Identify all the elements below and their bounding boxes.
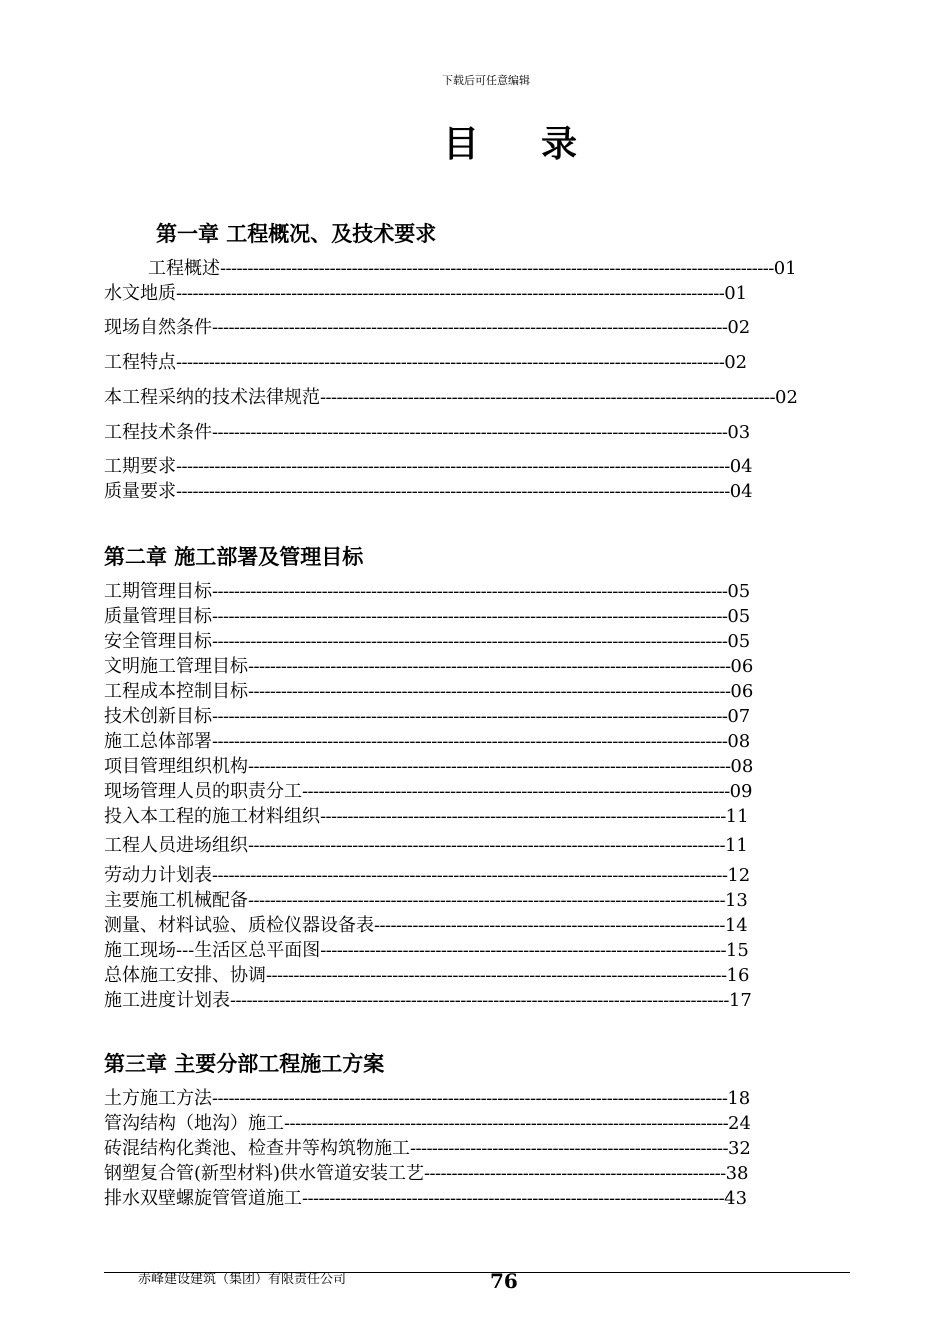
toc-entry-page: 24 xyxy=(728,1113,751,1134)
toc-entry-label: 总体施工安排、协调 xyxy=(104,965,266,986)
toc-entry-label: 土方施工方法 xyxy=(104,1088,212,1109)
toc-entry-label: 现场自然条件 xyxy=(104,317,212,338)
toc-entry-label: 工期管理目标 xyxy=(104,581,212,602)
toc-entry-page: 15 xyxy=(725,940,749,961)
toc-entry-label: 劳动力计划表 xyxy=(104,865,212,886)
toc-entry-label: 文明施工管理目标 xyxy=(104,656,248,677)
footer-company: 赤峰建设建筑（集团）有限责任公司 xyxy=(138,1272,347,1287)
toc-entry-page: 32 xyxy=(727,1138,751,1159)
toc-entry xyxy=(104,456,753,478)
toc-entry-page: 14 xyxy=(724,915,748,936)
toc-leader: ---------------------------------------------------------------------------------------- xyxy=(248,681,731,702)
toc-entry-page: 16 xyxy=(726,965,750,986)
toc-entry xyxy=(104,387,798,409)
toc-entry xyxy=(104,352,747,374)
footer-page-number: 76 xyxy=(490,1269,518,1293)
toc-entry-page: 38 xyxy=(725,1163,749,1184)
toc-entry xyxy=(104,965,749,987)
toc-entry-label: 项目管理组织机构 xyxy=(104,756,248,777)
toc-entry xyxy=(104,915,748,937)
toc-entry-label: 施工进度计划表 xyxy=(104,990,230,1011)
toc-entry-label: 水文地质 xyxy=(104,283,176,304)
toc-entry-label: 工程特点 xyxy=(104,352,176,373)
toc-entry-label: 投入本工程的施工材料组织 xyxy=(104,806,320,827)
toc-leader: ------------------------------------------------------------------------------------------- xyxy=(230,990,729,1011)
toc-entry-label: 主要施工机械配备 xyxy=(104,890,248,911)
toc-leader: --------------------------------------------------------------------------------------- xyxy=(248,890,725,911)
page-title: 目录 xyxy=(443,124,640,165)
toc-leader: ---------------------------------------------------------------------------------------------- xyxy=(212,631,728,652)
toc-leader: -------------------------------------------------------------------------- xyxy=(320,940,726,961)
toc-entry xyxy=(104,1088,750,1110)
toc-entry-page: 05 xyxy=(727,606,751,627)
toc-leader: ---------------------------------------------------------------------------------------------- xyxy=(212,706,728,727)
toc-leader: ---------------------------------------------------------------------------------------- xyxy=(248,756,731,777)
toc-entry-page: 02 xyxy=(724,352,748,373)
toc-leader: ---------------------------------------------------------------------------------------------- xyxy=(212,581,728,602)
toc-entry xyxy=(104,1163,748,1185)
chapter-3-title: 第三章 主要分部工程施工方案 xyxy=(104,1052,385,1076)
toc-entry-label: 测量、材料试验、质检仪器设备表 xyxy=(104,915,374,936)
toc-leader: ---------------------------------------------------------------------------------------------------- xyxy=(176,283,725,304)
toc-entry xyxy=(104,706,750,728)
toc-entry-page: 02 xyxy=(727,317,751,338)
toc-entry-label: 施工现场---生活区总平面图 xyxy=(104,940,321,961)
toc-entry-label: 工程技术条件 xyxy=(104,422,212,443)
toc-entry-page: 09 xyxy=(729,781,753,802)
toc-entry xyxy=(104,656,753,678)
toc-entry-page: 06 xyxy=(730,656,754,677)
toc-entry-page: 11 xyxy=(724,835,748,856)
toc-entry xyxy=(148,258,797,280)
toc-entry xyxy=(104,781,753,803)
toc-entry-page: 43 xyxy=(724,1188,748,1209)
toc-entry-label: 排水双壁螺旋管管道施工 xyxy=(104,1188,302,1209)
toc-entry-label: 工程概述 xyxy=(148,258,220,279)
toc-leader: ------------------------------------------------------------------------------------ xyxy=(266,965,727,986)
toc-entry-label: 施工总体部署 xyxy=(104,731,212,752)
toc-leader: ---------------------------------------------------------------------------------------- xyxy=(248,656,731,677)
toc-leader: ---------------------------------------------------------------------------------------------- xyxy=(212,1088,728,1109)
toc-leader: ------------------------------------------------------- xyxy=(424,1163,726,1184)
toc-leader: ---------------------------------------------------------------------------------------------------- xyxy=(176,352,725,373)
toc-entry xyxy=(104,890,748,912)
toc-leader: ---------------------------------------------------------------------------------------------- xyxy=(212,606,728,627)
toc-entry-page: 05 xyxy=(727,631,751,652)
toc-leader: --------------------------------------------------------------------------------- xyxy=(284,1113,729,1134)
toc-entry xyxy=(104,631,750,653)
chapter-1-title: 第一章 工程概况、及技术要求 xyxy=(156,222,437,246)
toc-entry-page: 04 xyxy=(729,481,753,502)
toc-leader: --------------------------------------------------------------------------------------- xyxy=(248,835,725,856)
toc-leader: ----------------------------------------------------------------------------------------------------- xyxy=(220,258,774,279)
toc-entry-page: 06 xyxy=(730,681,754,702)
toc-entry xyxy=(104,990,752,1012)
toc-entry-label: 砖混结构化粪池、检查井等构筑物施工 xyxy=(104,1138,410,1159)
toc-entry xyxy=(104,1138,751,1160)
toc-leader: ----------------------------------------------------------------------------------- xyxy=(320,387,776,408)
toc-entry xyxy=(104,283,747,305)
toc-entry xyxy=(104,481,753,503)
toc-entry-label: 技术创新目标 xyxy=(104,706,212,727)
toc-leader: ---------------------------------------------------------------------------------------------- xyxy=(212,317,728,338)
toc-entry-page: 05 xyxy=(727,581,751,602)
toc-entry xyxy=(104,731,750,753)
toc-leader: ---------------------------------------------------------- xyxy=(410,1138,728,1159)
toc-entry-page: 01 xyxy=(724,283,748,304)
toc-entry-label: 工期要求 xyxy=(104,456,176,477)
toc-entry-page: 17 xyxy=(728,990,752,1011)
toc-entry-label: 安全管理目标 xyxy=(104,631,212,652)
toc-entry-label: 钢塑复合管(新型材料)供水管道安装工艺 xyxy=(104,1163,425,1184)
toc-entry xyxy=(104,581,750,603)
toc-leader: ---------------------------------------------------------------------------------------------- xyxy=(212,865,728,886)
toc-entry xyxy=(104,606,750,628)
toc-entry-label: 本工程采纳的技术法律规范 xyxy=(104,387,320,408)
toc-entry xyxy=(104,317,750,339)
toc-entry-page: 03 xyxy=(727,422,751,443)
toc-entry xyxy=(104,1113,751,1135)
toc-entry-page: 08 xyxy=(727,731,751,752)
toc-entry xyxy=(104,806,749,828)
toc-leader: ----------------------------------------------------------------------------------------------------- xyxy=(176,456,730,477)
toc-entry xyxy=(104,865,750,887)
toc-entry-label: 现场管理人员的职责分工 xyxy=(104,781,302,802)
toc-leader: ------------------------------------------------------------------------------ xyxy=(302,781,730,802)
toc-entry-label: 质量要求 xyxy=(104,481,176,502)
toc-entry-label: 质量管理目标 xyxy=(104,606,212,627)
chapter-2-title: 第二章 施工部署及管理目标 xyxy=(104,545,364,569)
toc-entry xyxy=(104,1188,747,1210)
toc-entry-page: 08 xyxy=(730,756,754,777)
toc-entry-page: 12 xyxy=(727,865,751,886)
toc-entry-page: 13 xyxy=(724,890,748,911)
toc-entry-page: 07 xyxy=(727,706,751,727)
toc-leader: -------------------------------------------------------------------------- xyxy=(320,806,726,827)
toc-entry-label: 工程人员进场组织 xyxy=(104,835,248,856)
header-note: 下载后可任意编辑 xyxy=(442,74,530,87)
toc-entry xyxy=(104,681,753,703)
toc-entry xyxy=(104,940,749,962)
toc-entry xyxy=(104,422,750,444)
toc-leader: ---------------------------------------------------------------------------------------------- xyxy=(212,731,728,752)
toc-leader: ----------------------------------------------------------------------------- xyxy=(302,1188,725,1209)
toc-entry-label: 管沟结构（地沟）施工 xyxy=(104,1113,284,1134)
toc-entry-page: 11 xyxy=(725,806,749,827)
toc-leader: ---------------------------------------------------------------------------------------------- xyxy=(212,422,728,443)
toc-entry xyxy=(104,756,753,778)
toc-entry-page: 02 xyxy=(775,387,798,408)
toc-entry-page: 18 xyxy=(727,1088,751,1109)
toc-entry-page: 01 xyxy=(773,258,797,279)
toc-leader: ---------------------------------------------------------------- xyxy=(374,915,725,936)
toc-entry-page: 04 xyxy=(729,456,753,477)
toc-leader: ----------------------------------------------------------------------------------------------------- xyxy=(176,481,730,502)
toc-entry-label: 工程成本控制目标 xyxy=(104,681,248,702)
toc-entry xyxy=(104,835,748,857)
